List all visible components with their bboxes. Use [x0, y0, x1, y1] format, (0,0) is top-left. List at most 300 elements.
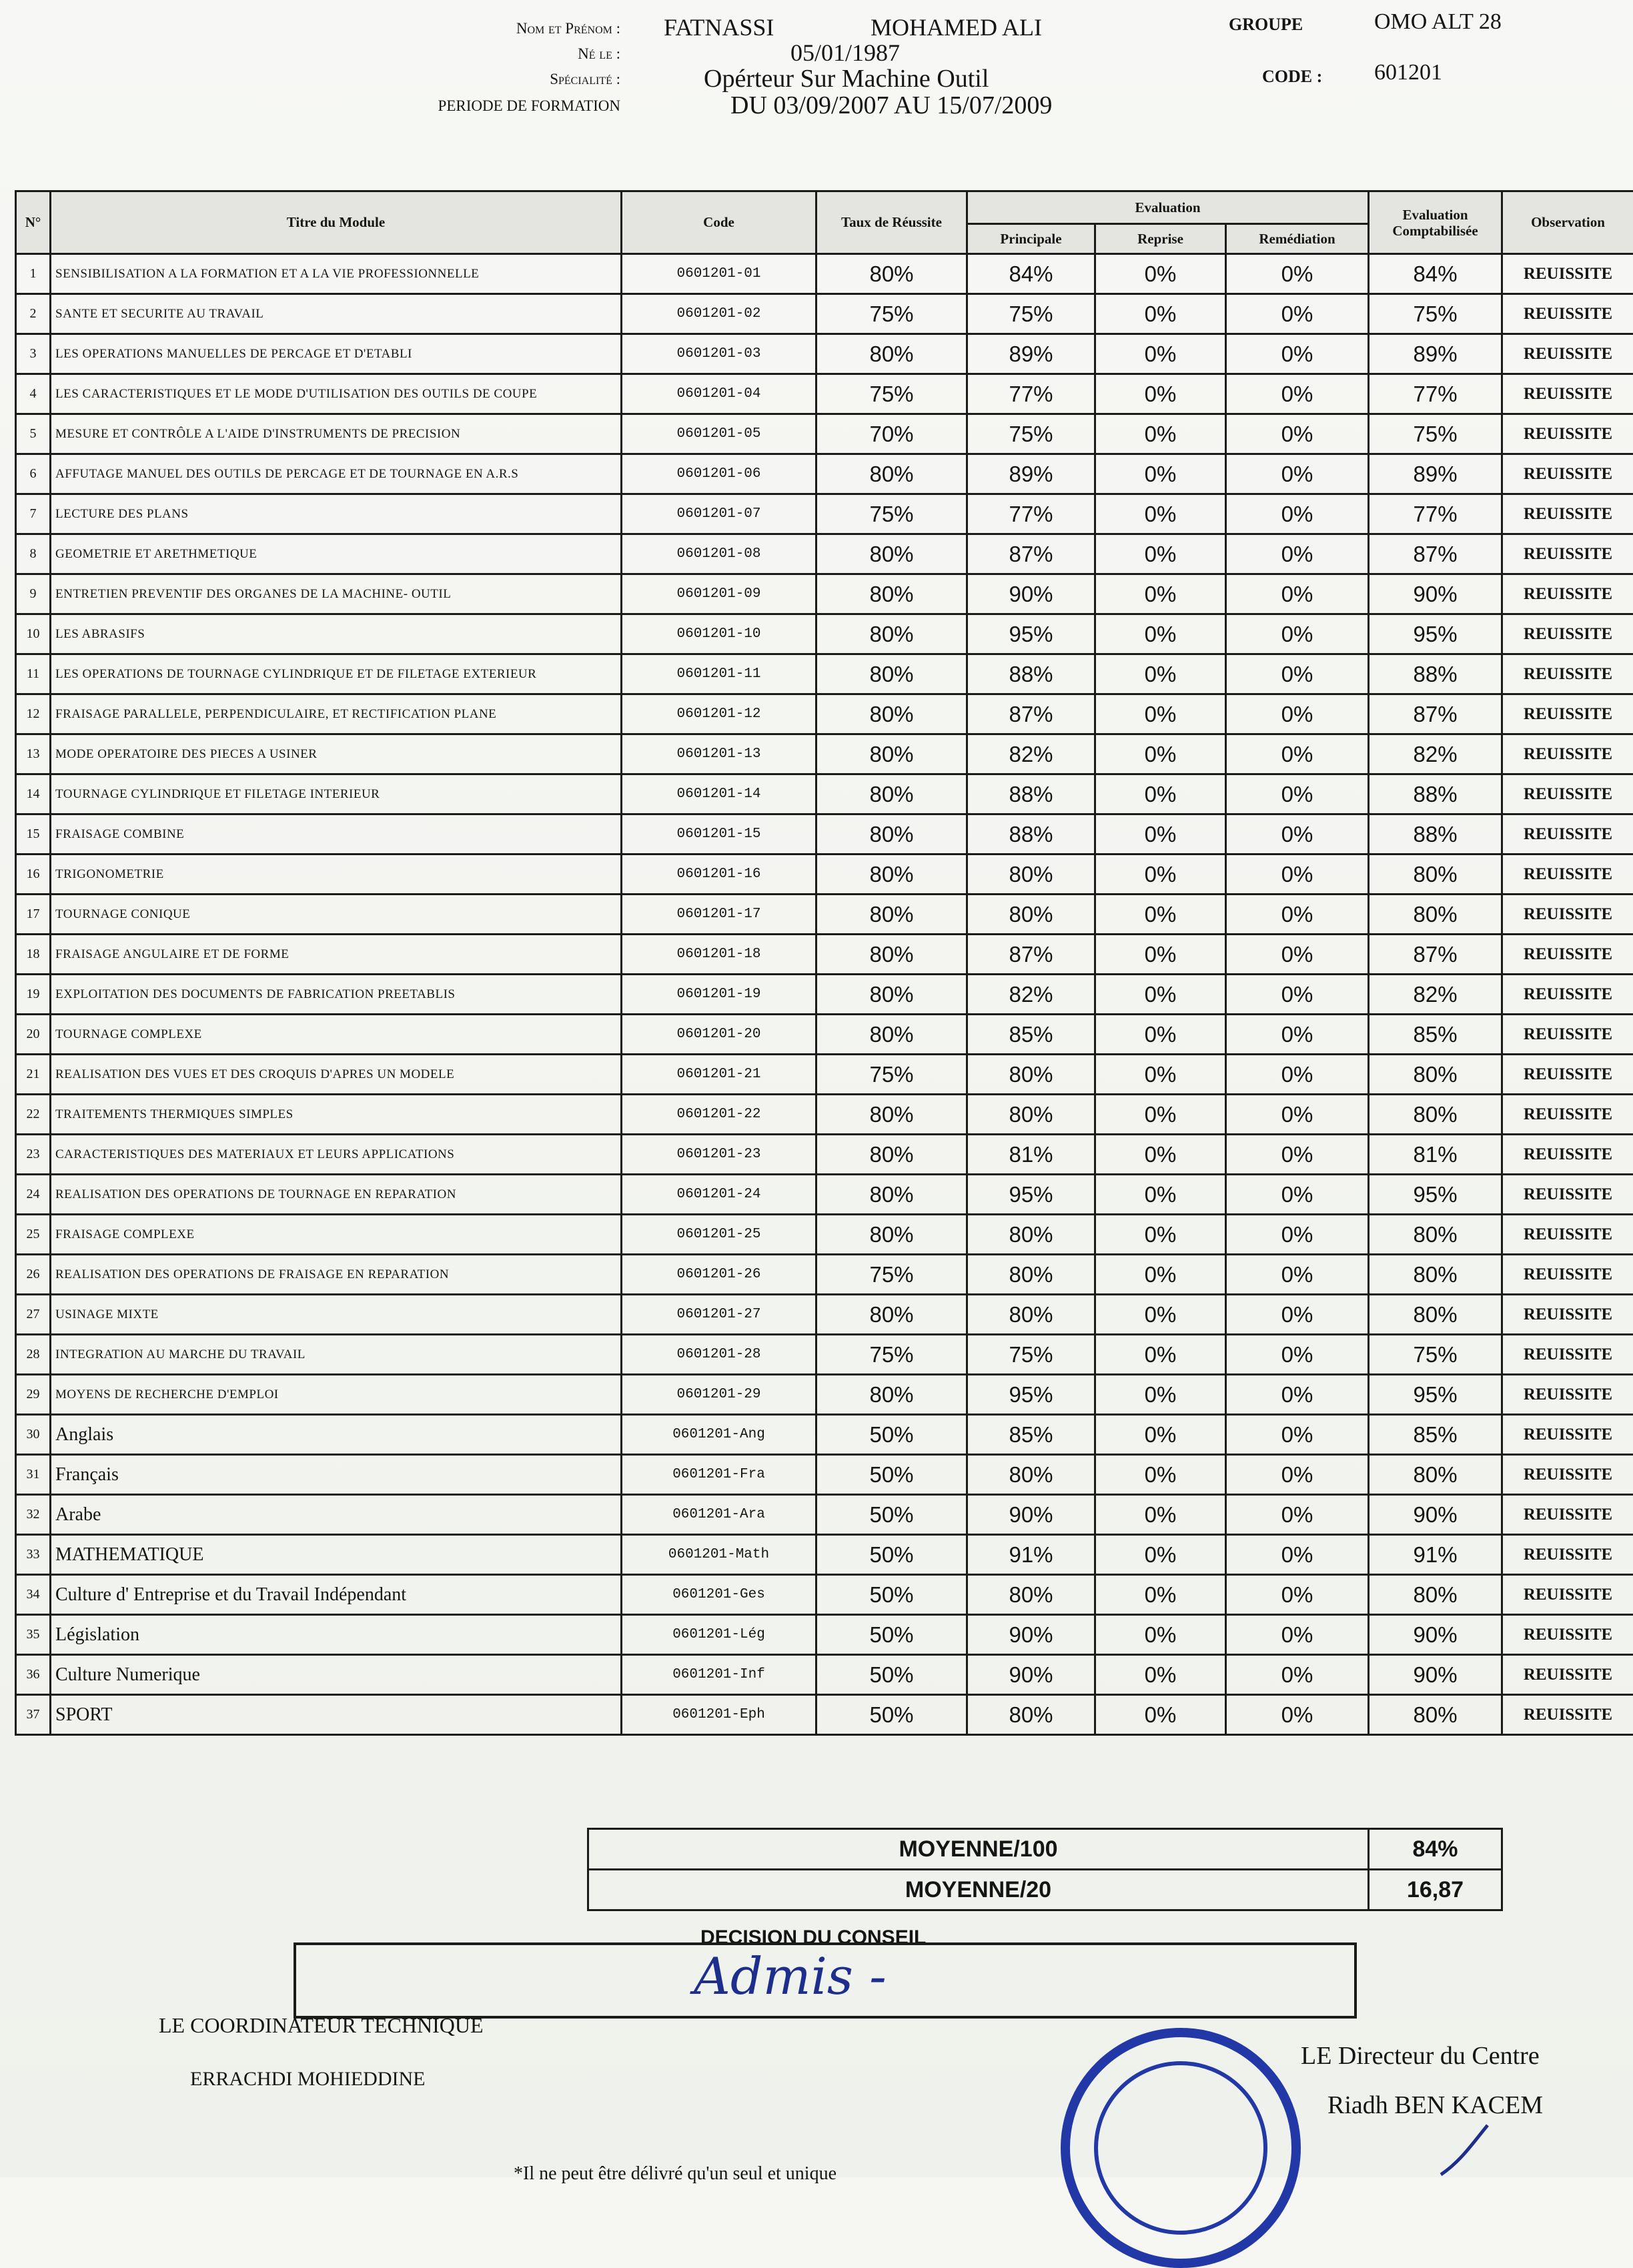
remediation-score: 0% [1226, 1215, 1369, 1255]
reprise-score: 0% [1095, 1175, 1226, 1215]
table-row [16, 1175, 1633, 1215]
reprise-score: 0% [1095, 734, 1226, 774]
module-number: 21 [16, 1055, 51, 1095]
table-row [16, 1695, 1633, 1735]
observation: REUISSITE [1502, 1695, 1633, 1735]
observation: REUISSITE [1502, 1335, 1633, 1375]
success-rate: 50% [816, 1615, 967, 1655]
observation: REUISSITE [1502, 334, 1633, 374]
module-code: 0601201-07 [622, 494, 816, 534]
table-row [16, 975, 1633, 1015]
principal-score: 89% [967, 334, 1095, 374]
principal-score: 77% [967, 494, 1095, 534]
module-number: 9 [16, 574, 51, 614]
success-rate: 75% [816, 374, 967, 414]
remediation-score: 0% [1226, 774, 1369, 814]
module-title: TOURNAGE CONIQUE [51, 895, 622, 935]
success-rate: 80% [816, 1135, 967, 1175]
observation: REUISSITE [1502, 694, 1633, 734]
table-row [16, 1095, 1633, 1135]
module-code: 0601201-02 [622, 294, 816, 334]
reprise-score: 0% [1095, 1295, 1226, 1335]
remediation-score: 0% [1226, 254, 1369, 294]
module-title: Arabe [51, 1495, 622, 1535]
module-number: 24 [16, 1175, 51, 1215]
averages-table [587, 1828, 1503, 1911]
remediation-score: 0% [1226, 895, 1369, 935]
results-table [15, 190, 1633, 1736]
module-code: 0601201-14 [622, 774, 816, 814]
module-title: REALISATION DES OPERATIONS DE FRAISAGE EN REPARATION [51, 1255, 622, 1295]
reprise-score: 0% [1095, 1535, 1226, 1575]
counted-score: 80% [1369, 1575, 1502, 1615]
group-value: OMO ALT 28 [1374, 9, 1502, 35]
reprise-score: 0% [1095, 814, 1226, 855]
remediation-score: 0% [1226, 1615, 1369, 1655]
success-rate: 80% [816, 654, 967, 694]
module-number: 14 [16, 774, 51, 814]
observation: REUISSITE [1502, 814, 1633, 855]
module-code: 0601201-26 [622, 1255, 816, 1295]
principal-score: 80% [967, 1695, 1095, 1735]
label-specialite: Spécialité : [274, 71, 620, 88]
module-title: SPORT [51, 1695, 622, 1735]
table-row [16, 1295, 1633, 1335]
table-row [16, 254, 1633, 294]
reprise-score: 0% [1095, 254, 1226, 294]
reprise-score: 0% [1095, 454, 1226, 494]
table-row [16, 895, 1633, 935]
module-code: 0601201-Inf [622, 1655, 816, 1695]
remediation-score: 0% [1226, 494, 1369, 534]
observation: REUISSITE [1502, 895, 1633, 935]
table-row [16, 294, 1633, 334]
reprise-score: 0% [1095, 574, 1226, 614]
remediation-score: 0% [1226, 1095, 1369, 1135]
module-code: 0601201-03 [622, 334, 816, 374]
specialty: Opérteur Sur Machine Outil [704, 64, 989, 93]
footer-note: *Il ne peut être délivré qu'un seul et unique [514, 2163, 837, 2185]
table-row [16, 1215, 1633, 1255]
module-code: 0601201-Ges [622, 1575, 816, 1615]
module-number: 31 [16, 1455, 51, 1495]
module-code: 0601201-04 [622, 374, 816, 414]
module-number: 27 [16, 1295, 51, 1335]
observation: REUISSITE [1502, 1095, 1633, 1135]
success-rate: 80% [816, 694, 967, 734]
remediation-score: 0% [1226, 1575, 1369, 1615]
module-title: TOURNAGE CYLINDRIQUE ET FILETAGE INTERIEUR [51, 774, 622, 814]
module-title: LES OPERATIONS MANUELLES DE PERCAGE ET D'ETABLI [51, 334, 622, 374]
counted-score: 91% [1369, 1535, 1502, 1575]
counted-score: 95% [1369, 1175, 1502, 1215]
module-number: 25 [16, 1215, 51, 1255]
principal-score: 90% [967, 1655, 1095, 1695]
module-title: LES CARACTERISTIQUES ET LE MODE D'UTILISATION DES OUTILS DE COUPE [51, 374, 622, 414]
principal-score: 82% [967, 734, 1095, 774]
module-title: AFFUTAGE MANUEL DES OUTILS DE PERCAGE ET DE TOURNAGE EN A.R.S [51, 454, 622, 494]
observation: REUISSITE [1502, 1255, 1633, 1295]
header-principale: Principale [967, 224, 1095, 254]
module-number: 33 [16, 1535, 51, 1575]
module-code: 0601201-25 [622, 1215, 816, 1255]
module-title: MATHEMATIQUE [51, 1535, 622, 1575]
principal-score: 80% [967, 1255, 1095, 1295]
decision-handwritten-value: Admis - [694, 1946, 887, 2006]
module-title: FRAISAGE PARALLELE, PERPENDICULAIRE, ET RECTIFICATION PLANE [51, 694, 622, 734]
success-rate: 80% [816, 855, 967, 895]
label-nom-prenom: Nom et Prénom : [274, 20, 620, 37]
module-title: Français [51, 1455, 622, 1495]
module-number: 32 [16, 1495, 51, 1535]
observation: REUISSITE [1502, 654, 1633, 694]
table-row [16, 1375, 1633, 1415]
reprise-score: 0% [1095, 414, 1226, 454]
remediation-score: 0% [1226, 654, 1369, 694]
header-success-rate: Taux de Réussite [816, 191, 967, 254]
principal-score: 95% [967, 614, 1095, 654]
observation: REUISSITE [1502, 1375, 1633, 1415]
counted-score: 89% [1369, 334, 1502, 374]
counted-score: 84% [1369, 254, 1502, 294]
reprise-score: 0% [1095, 1575, 1226, 1615]
table-row [16, 1575, 1633, 1615]
principal-score: 90% [967, 1615, 1095, 1655]
table-row [16, 1415, 1633, 1455]
module-code: 0601201-Eph [622, 1695, 816, 1735]
principal-score: 80% [967, 1095, 1095, 1135]
counted-score: 80% [1369, 1295, 1502, 1335]
success-rate: 80% [816, 614, 967, 654]
principal-score: 88% [967, 814, 1095, 855]
module-code: 0601201-15 [622, 814, 816, 855]
official-stamp-inner-ring [1094, 2061, 1267, 2235]
principal-score: 80% [967, 1215, 1095, 1255]
principal-score: 87% [967, 534, 1095, 574]
remediation-score: 0% [1226, 814, 1369, 855]
module-number: 22 [16, 1095, 51, 1135]
module-title: Anglais [51, 1415, 622, 1455]
reprise-score: 0% [1095, 534, 1226, 574]
remediation-score: 0% [1226, 1175, 1369, 1215]
module-code: 0601201-13 [622, 734, 816, 774]
module-number: 7 [16, 494, 51, 534]
counted-score: 80% [1369, 1095, 1502, 1135]
success-rate: 75% [816, 1255, 967, 1295]
table-row [16, 1535, 1633, 1575]
code-label: CODE : [1262, 67, 1322, 87]
table-row [16, 414, 1633, 454]
counted-score: 95% [1369, 1375, 1502, 1415]
counted-score: 77% [1369, 374, 1502, 414]
module-title: LECTURE DES PLANS [51, 494, 622, 534]
module-code: 0601201-09 [622, 574, 816, 614]
header-reprise: Reprise [1095, 224, 1226, 254]
observation: REUISSITE [1502, 935, 1633, 975]
reprise-score: 0% [1095, 1495, 1226, 1535]
reprise-score: 0% [1095, 1375, 1226, 1415]
observation: REUISSITE [1502, 574, 1633, 614]
average-20-label: MOYENNE/20 [588, 1870, 1369, 1910]
module-title: FRAISAGE COMPLEXE [51, 1215, 622, 1255]
success-rate: 80% [816, 1375, 967, 1415]
table-row [16, 734, 1633, 774]
observation: REUISSITE [1502, 1455, 1633, 1495]
module-title: ENTRETIEN PREVENTIF DES ORGANES DE LA MACHINE- OUTIL [51, 574, 622, 614]
module-title: REALISATION DES OPERATIONS DE TOURNAGE EN REPARATION [51, 1175, 622, 1215]
counted-score: 87% [1369, 935, 1502, 975]
observation: REUISSITE [1502, 414, 1633, 454]
counted-score: 88% [1369, 814, 1502, 855]
module-code: 0601201-22 [622, 1095, 816, 1135]
observation: REUISSITE [1502, 534, 1633, 574]
remediation-score: 0% [1226, 694, 1369, 734]
header-counted-evaluation: Evaluation Comptabilisée [1369, 191, 1502, 254]
counted-score: 80% [1369, 1695, 1502, 1735]
counted-score: 75% [1369, 294, 1502, 334]
success-rate: 80% [816, 734, 967, 774]
remediation-score: 0% [1226, 1455, 1369, 1495]
counted-score: 90% [1369, 1655, 1502, 1695]
module-code: 0601201-01 [622, 254, 816, 294]
average-100-value: 84% [1369, 1829, 1502, 1870]
counted-score: 90% [1369, 1615, 1502, 1655]
counted-score: 89% [1369, 454, 1502, 494]
principal-score: 95% [967, 1375, 1095, 1415]
coordinator-title: LE COORDINATEUR TECHNIQUE [159, 2013, 483, 2038]
module-title: USINAGE MIXTE [51, 1295, 622, 1335]
module-title: CARACTERISTIQUES DES MATERIAUX ET LEURS APPLICATIONS [51, 1135, 622, 1175]
module-code: 0601201-20 [622, 1015, 816, 1055]
success-rate: 80% [816, 774, 967, 814]
remediation-score: 0% [1226, 1135, 1369, 1175]
reprise-score: 0% [1095, 1015, 1226, 1055]
module-title: TOURNAGE COMPLEXE [51, 1015, 622, 1055]
table-row [16, 454, 1633, 494]
counted-score: 85% [1369, 1015, 1502, 1055]
success-rate: 80% [816, 935, 967, 975]
module-title: EXPLOITATION DES DOCUMENTS DE FABRICATION PREETABLIS [51, 975, 622, 1015]
module-title: MOYENS DE RECHERCHE D'EMPLOI [51, 1375, 622, 1415]
remediation-score: 0% [1226, 614, 1369, 654]
reprise-score: 0% [1095, 694, 1226, 734]
principal-score: 90% [967, 1495, 1095, 1535]
observation: REUISSITE [1502, 374, 1633, 414]
success-rate: 50% [816, 1695, 967, 1735]
principal-score: 82% [967, 975, 1095, 1015]
counted-score: 87% [1369, 534, 1502, 574]
table-row [16, 574, 1633, 614]
principal-score: 88% [967, 774, 1095, 814]
remediation-score: 0% [1226, 1015, 1369, 1055]
reprise-score: 0% [1095, 935, 1226, 975]
principal-score: 90% [967, 574, 1095, 614]
module-code: 0601201-12 [622, 694, 816, 734]
module-code: 0601201-24 [622, 1175, 816, 1215]
table-row [16, 1615, 1633, 1655]
module-number: 28 [16, 1335, 51, 1375]
module-code: 0601201-Math [622, 1535, 816, 1575]
principal-score: 77% [967, 374, 1095, 414]
reprise-score: 0% [1095, 614, 1226, 654]
module-number: 18 [16, 935, 51, 975]
observation: REUISSITE [1502, 1055, 1633, 1095]
observation: REUISSITE [1502, 494, 1633, 534]
remediation-score: 0% [1226, 1055, 1369, 1095]
principal-score: 80% [967, 1455, 1095, 1495]
remediation-score: 0% [1226, 855, 1369, 895]
success-rate: 80% [816, 454, 967, 494]
observation: REUISSITE [1502, 294, 1633, 334]
observation: REUISSITE [1502, 1415, 1633, 1455]
observation: REUISSITE [1502, 1615, 1633, 1655]
success-rate: 80% [816, 1175, 967, 1215]
remediation-score: 0% [1226, 1255, 1369, 1295]
reprise-score: 0% [1095, 975, 1226, 1015]
code-value: 601201 [1374, 60, 1442, 85]
remediation-score: 0% [1226, 374, 1369, 414]
principal-score: 81% [967, 1135, 1095, 1175]
module-code: 0601201-Ang [622, 1415, 816, 1455]
header-evaluation: Evaluation [967, 191, 1369, 224]
observation: REUISSITE [1502, 1495, 1633, 1535]
principal-score: 85% [967, 1415, 1095, 1455]
remediation-score: 0% [1226, 1415, 1369, 1455]
counted-score: 81% [1369, 1135, 1502, 1175]
success-rate: 80% [816, 1295, 967, 1335]
reprise-score: 0% [1095, 1255, 1226, 1295]
table-row [16, 1135, 1633, 1175]
table-row [16, 935, 1633, 975]
table-row [16, 694, 1633, 734]
success-rate: 75% [816, 1055, 967, 1095]
module-number: 4 [16, 374, 51, 414]
principal-score: 75% [967, 1335, 1095, 1375]
success-rate: 80% [816, 334, 967, 374]
counted-score: 87% [1369, 694, 1502, 734]
principal-score: 85% [967, 1015, 1095, 1055]
module-title: MODE OPERATOIRE DES PIECES A USINER [51, 734, 622, 774]
module-title: FRAISAGE ANGULAIRE ET DE FORME [51, 935, 622, 975]
table-row [16, 654, 1633, 694]
module-title: Législation [51, 1615, 622, 1655]
observation: REUISSITE [1502, 1135, 1633, 1175]
reprise-score: 0% [1095, 334, 1226, 374]
module-title: GEOMETRIE ET ARETHMETIQUE [51, 534, 622, 574]
observation: REUISSITE [1502, 855, 1633, 895]
counted-score: 80% [1369, 1455, 1502, 1495]
reprise-score: 0% [1095, 1135, 1226, 1175]
remediation-score: 0% [1226, 334, 1369, 374]
reprise-score: 0% [1095, 1615, 1226, 1655]
observation: REUISSITE [1502, 1575, 1633, 1615]
module-title: SANTE ET SECURITE AU TRAVAIL [51, 294, 622, 334]
remediation-score: 0% [1226, 574, 1369, 614]
module-number: 36 [16, 1655, 51, 1695]
reprise-score: 0% [1095, 1415, 1226, 1455]
module-code: 0601201-19 [622, 975, 816, 1015]
success-rate: 75% [816, 494, 967, 534]
module-code: 0601201-05 [622, 414, 816, 454]
principal-score: 80% [967, 1295, 1095, 1335]
module-number: 1 [16, 254, 51, 294]
module-code: 0601201-Fra [622, 1455, 816, 1495]
label-ne-le: Né le : [274, 45, 620, 63]
principal-score: 80% [967, 855, 1095, 895]
principal-score: 88% [967, 654, 1095, 694]
counted-score: 75% [1369, 414, 1502, 454]
module-number: 23 [16, 1135, 51, 1175]
results-rows [16, 254, 1633, 1735]
module-number: 11 [16, 654, 51, 694]
counted-score: 90% [1369, 1495, 1502, 1535]
observation: REUISSITE [1502, 614, 1633, 654]
remediation-score: 0% [1226, 454, 1369, 494]
observation: REUISSITE [1502, 1175, 1633, 1215]
remediation-score: 0% [1226, 975, 1369, 1015]
reprise-score: 0% [1095, 1655, 1226, 1695]
remediation-score: 0% [1226, 734, 1369, 774]
module-number: 19 [16, 975, 51, 1015]
counted-score: 82% [1369, 975, 1502, 1015]
remediation-score: 0% [1226, 1535, 1369, 1575]
training-period: DU 03/09/2007 AU 15/07/2009 [730, 91, 1052, 120]
observation: REUISSITE [1502, 1215, 1633, 1255]
table-row [16, 1015, 1633, 1055]
module-number: 13 [16, 734, 51, 774]
average-20-value: 16,87 [1369, 1870, 1502, 1910]
principal-score: 75% [967, 414, 1095, 454]
observation: REUISSITE [1502, 774, 1633, 814]
remediation-score: 0% [1226, 1295, 1369, 1335]
success-rate: 50% [816, 1415, 967, 1455]
observation: REUISSITE [1502, 975, 1633, 1015]
director-name: Riadh BEN KACEM [1327, 2091, 1543, 2120]
counted-score: 75% [1369, 1335, 1502, 1375]
module-title: TRAITEMENTS THERMIQUES SIMPLES [51, 1095, 622, 1135]
module-title: LES OPERATIONS DE TOURNAGE CYLINDRIQUE ET DE FILETAGE EXTERIEUR [51, 654, 622, 694]
module-code: 0601201-11 [622, 654, 816, 694]
table-row [16, 614, 1633, 654]
table-row [16, 774, 1633, 814]
reprise-score: 0% [1095, 895, 1226, 935]
table-row [16, 494, 1633, 534]
principal-score: 80% [967, 895, 1095, 935]
counted-score: 80% [1369, 1215, 1502, 1255]
counted-score: 85% [1369, 1415, 1502, 1455]
reprise-score: 0% [1095, 294, 1226, 334]
module-number: 3 [16, 334, 51, 374]
module-number: 15 [16, 814, 51, 855]
remediation-score: 0% [1226, 414, 1369, 454]
reprise-score: 0% [1095, 1335, 1226, 1375]
module-code: 0601201-18 [622, 935, 816, 975]
header-observation: Observation [1502, 191, 1633, 254]
table-row [16, 1655, 1633, 1695]
observation: REUISSITE [1502, 1535, 1633, 1575]
label-periode: PERIODE DE FORMATION [274, 97, 620, 115]
observation: REUISSITE [1502, 734, 1633, 774]
student-first-name: MOHAMED ALI [871, 13, 1042, 41]
module-code: 0601201-21 [622, 1055, 816, 1095]
reprise-score: 0% [1095, 374, 1226, 414]
observation: REUISSITE [1502, 1015, 1633, 1055]
module-title: SENSIBILISATION A LA FORMATION ET A LA VIE PROFESSIONNELLE [51, 254, 622, 294]
counted-score: 88% [1369, 774, 1502, 814]
reprise-score: 0% [1095, 1055, 1226, 1095]
success-rate: 50% [816, 1575, 967, 1615]
remediation-score: 0% [1226, 935, 1369, 975]
